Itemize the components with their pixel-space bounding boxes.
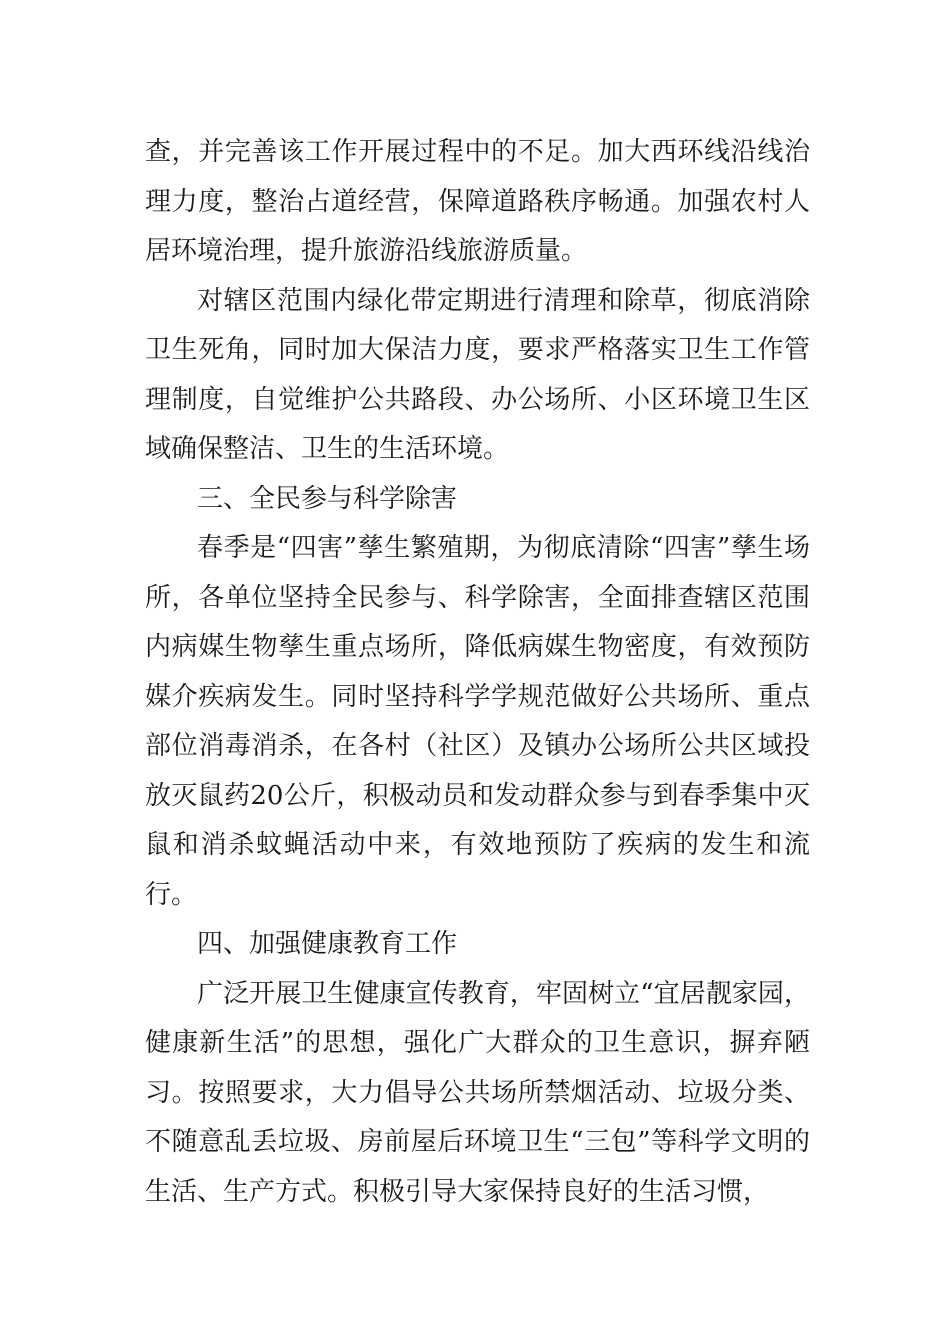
paragraph-greenbelt-cleaning: 对辖区范围内绿化带定期进行清理和除草，彻底消除卫生死角，同时加大保洁力度，要求严格落实卫生工作管理制度，自觉维护公共路段、办公场所、小区环境卫生区域确保整洁、卫生的生活环境。 xyxy=(145,285,810,464)
paragraph-continuation: 查，并完善该工作开展过程中的不足。加大西环线沿线治理力度，整治占道经营，保障道路秩序畅通。加强农村人居环境治理，提升旅游沿线旅游质量。 xyxy=(145,137,810,266)
document-body xyxy=(145,128,810,1217)
paragraph-health-education: 广泛开展卫生健康宣传教育，牢固树立“宜居靓家园，健康新生活”的思想，强化广大群众的卫生意识，摒弃陋习。按照要求，大力倡导公共场所禁烟活动、垃圾分类、不随意乱丢垃圾、房前屋后环境卫生“三包”等科学文明的生活、生产方式。积极引导大家保持良好的生活习惯， xyxy=(145,978,810,1207)
section-heading-4: 四、加强健康教育工作 xyxy=(197,929,458,959)
paragraph-pest-control: 春季是“四害”孳生繁殖期，为彻底清除“四害”孳生场所，各单位坚持全民参与、科学除害，全面排查辖区范围内病媒生物孳生重点场所，降低病媒生物密度，有效预防媒介疾病发生。同时坚持科学学规范做好公共场所、重点部位消毒消杀，在各村（社区）及镇办公场所公共区域投放灭鼠药20公斤，积极动员和发动群众参与到春季集中灭鼠和消杀蚊蝇活动中来，有效地预防了疾病的发生和流行。 xyxy=(145,533,810,910)
section-heading-3: 三、全民参与科学除害 xyxy=(197,483,458,514)
